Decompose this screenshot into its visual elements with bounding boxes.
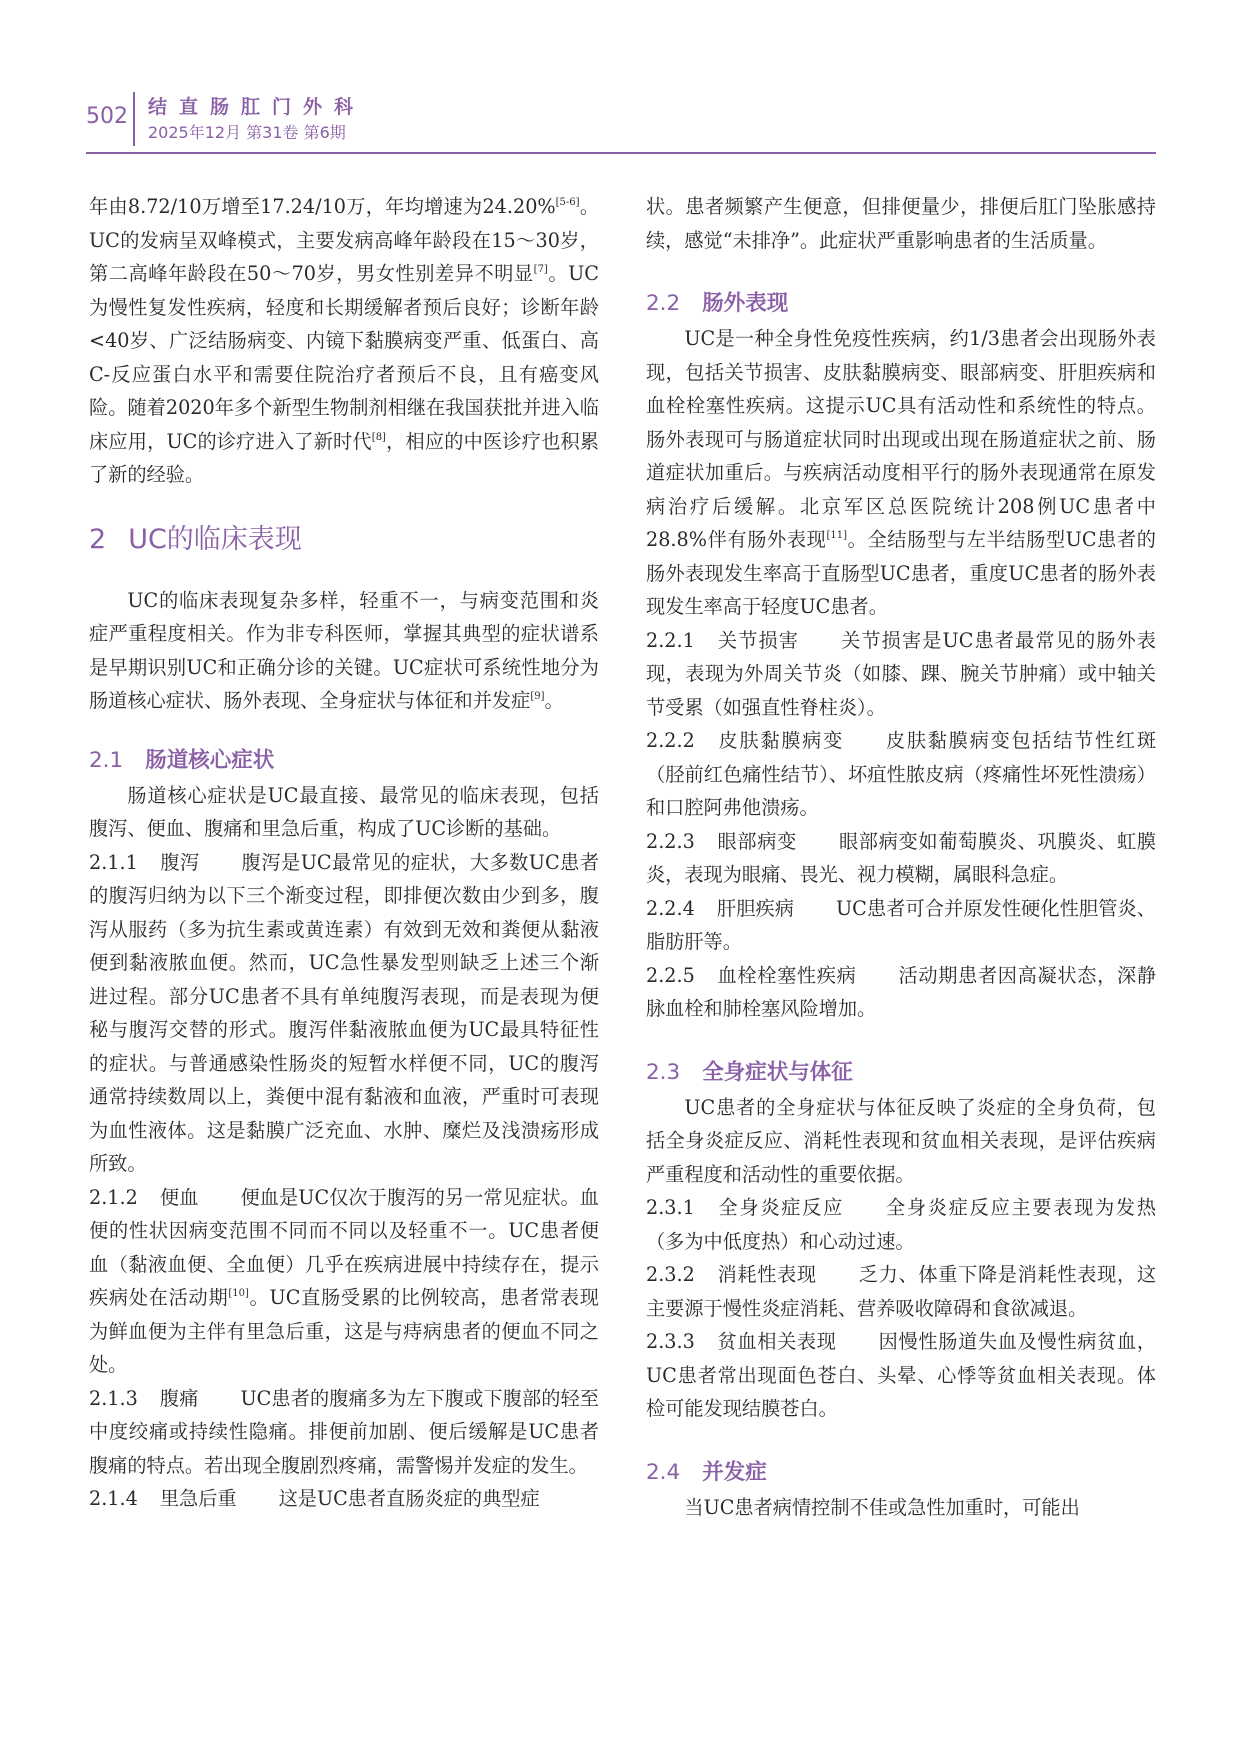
sub-subsection xyxy=(646,959,1156,1026)
item-title: 全身炎症反应 xyxy=(716,1196,844,1219)
header-rule xyxy=(86,152,1156,154)
item-number: 2.2.1 xyxy=(646,628,695,652)
left-column xyxy=(89,190,599,1516)
text: 便血是UC仅次于腹泻的另一常见症状。血便的性状因病变范围不同而不同以及轻重不一。UC患者便血（黏液血便、全血便）几乎在疾病进展中持续存在，提示疾病处在活动期 xyxy=(89,1185,599,1309)
item-title: 关节损害 xyxy=(716,628,800,652)
sub-subsection xyxy=(646,1191,1156,1258)
subsection-number: 2.1 xyxy=(89,747,124,773)
text: 关节损害是UC患者最常见的肠外表现，表现为外周关节炎（如膝、踝、腕关节肿痛）或中轴关节受累（如强直性脊柱炎）。 xyxy=(646,628,1156,719)
item-number: 2.2.3 xyxy=(646,829,695,853)
citation: [7] xyxy=(533,264,548,275)
citation: [8] xyxy=(371,431,386,443)
item-title: 皮肤黏膜病变 xyxy=(716,729,844,752)
item-title: 里急后重 xyxy=(159,1487,237,1510)
text: 皮肤黏膜病变包括结节性红斑（胫前红色痛性结节）、坏疽性脓皮病（疼痛性坏死性溃疡）和口腔阿弗他溃疡。 xyxy=(646,729,1157,819)
text: UC是一种全身性免疫性疾病，约1/3患者会出现肠外表现，包括关节损害、皮肤黏膜病变、眼部病变、肝胆疾病和血栓栓塞性疾病。这提示UC具有活动性和系统性的特点。肠外表现可与肠道症状同时出现或出现在肠道症状之前、肠道症状加重后。与疾病活动度相平行的肠外表现通常在原发病治疗后缓解。北京军区总医院统计208例UC患者中28.8%伴有肠外表现 xyxy=(646,327,1156,551)
sub-subsection xyxy=(646,892,1156,959)
intro-paragraph xyxy=(89,190,599,492)
text: 。UC的发病呈双峰模式，主要发病高峰年龄段在15～30岁，第二高峰年龄段在50～70岁，男女性别差异不明显 xyxy=(89,195,600,285)
paragraph: 当UC患者病情控制不佳或急性加重时，可能出 xyxy=(684,1495,1080,1519)
subsection-title: 肠道核心症状 xyxy=(145,747,275,773)
right-column xyxy=(646,190,1156,1524)
sub-subsection xyxy=(646,1325,1156,1426)
subsection-title: 全身症状与体征 xyxy=(702,1059,853,1085)
paragraph: 肠道核心症状是UC最直接、最常见的临床表现，包括腹泻、便血、腹痛和里急后重，构成了UC诊断的基础。 xyxy=(89,783,599,840)
sub-subsection xyxy=(646,1258,1156,1325)
subsection-title: 肠外表现 xyxy=(702,291,789,316)
text: 。全结肠型与左半结肠型UC患者的肠外表现发生率高于直肠型UC患者，重度UC患者的肠外表现发生率高于轻度UC患者。 xyxy=(646,528,1156,618)
section-number: 2 xyxy=(89,523,107,555)
subsection-number: 2.4 xyxy=(646,1459,681,1485)
page-number: 502 xyxy=(86,104,128,129)
text: 。 xyxy=(544,689,564,712)
running-header xyxy=(0,0,1241,160)
subsection-number: 2.2 xyxy=(646,291,681,316)
item-number: 2.2.4 xyxy=(646,896,695,920)
item-number: 2.1.2 xyxy=(89,1185,138,1209)
item-number: 2.1.3 xyxy=(89,1386,138,1410)
sub-subsection xyxy=(646,724,1156,825)
item-title: 血栓栓塞性疾病 xyxy=(716,963,857,987)
item-title: 肝胆疾病 xyxy=(716,896,795,920)
text: ，相应的中医诊疗也积累了新的经验。 xyxy=(89,429,599,486)
item-number: 2.3.3 xyxy=(646,1330,695,1353)
item-title: 眼部病变 xyxy=(716,829,797,853)
text: UC的临床表现复杂多样，轻重不一，与病变范围和炎症严重程度相关。作为非专科医师，掌握其典型的症状谱系是早期识别UC和正确分诊的关键。UC症状可系统性地分为肠道核心症状、肠外表现、全身症状与体征和并发症 xyxy=(89,588,599,712)
subsection-heading xyxy=(646,287,1156,320)
text: 这是UC患者直肠炎症的典型症 xyxy=(278,1487,540,1510)
text: 乏力、体重下降是消耗性表现，这主要源于慢性炎症消耗、营养吸收障碍和食欲减退。 xyxy=(646,1263,1157,1320)
subsection-heading xyxy=(646,1056,1156,1089)
item-number: 2.3.1 xyxy=(646,1196,695,1219)
item-number: 2.1.1 xyxy=(89,850,138,874)
paragraph: 状。患者频繁产生便意，但排便量少，排便后肛门坠胀感持续，感觉“未排净”。此症状严重影响患者的生活质量。 xyxy=(646,195,1156,252)
sub-subsection xyxy=(646,624,1156,725)
item-number: 2.2.5 xyxy=(646,963,695,987)
text: 。UC为慢性复发性疾病，轻度和长期缓解者预后良好；诊断年龄<40岁、广泛结肠病变、内镜下黏膜病变严重、低蛋白、高C-反应蛋白水平和需要住院治疗者预后不良，且有癌变风险。随着2020年多个新型生物制剂相继在我国获批并进入临床应用，UC的诊疗进入了新时代 xyxy=(89,262,599,453)
section-heading xyxy=(89,522,599,558)
text: UC患者可合并原发性硬化性胆管炎、脂肪肝等。 xyxy=(646,896,1156,953)
item-number: 2.2.2 xyxy=(646,729,695,752)
journal-title: 结直肠肛门外科 xyxy=(148,96,366,118)
text: 全身炎症反应主要表现为发热（多为中低度热）和心动过速。 xyxy=(646,1196,1157,1253)
citation: [11] xyxy=(826,530,848,541)
citation: [5-6] xyxy=(555,197,580,208)
paragraph: UC患者的全身症状与体征反映了炎症的全身负荷，包括全身炎症反应、消耗性表现和贫血相关表现，是评估疾病严重程度和活动性的重要依据。 xyxy=(646,1095,1156,1186)
issue-info: 2025年12月 第31卷 第6期 xyxy=(148,123,346,142)
text: 。UC直肠受累的比例较高，患者常表现为鲜血便为主伴有里急后重，这是与痔病患者的便血不同之处。 xyxy=(89,1286,599,1376)
citation: [10] xyxy=(228,1288,249,1299)
sub-subsection xyxy=(89,846,599,1181)
subsection-number: 2.3 xyxy=(646,1059,681,1085)
citation: [9] xyxy=(530,691,545,702)
item-title: 腹泻 xyxy=(159,850,200,874)
text: 眼部病变如葡萄膜炎、巩膜炎、虹膜炎，表现为眼痛、畏光、视力模糊，属眼科急症。 xyxy=(646,829,1157,886)
text: 腹泻是UC最常见的症状，大多数UC患者的腹泻归纳为以下三个渐变过程，即排便次数由少到多，腹泻从服药（多为抗生素或黄连素）有效到无效和粪便从黏液便到黏液脓血便。然而，UC急性暴发型则缺乏上述三个渐进过程。部分UC患者不具有单纯腹泻表现，而是表现为便秘与腹泻交替的形式。腹泻伴黏液脓血便为UC最具特征性的症状。与普通感染性肠炎的短暂水样便不同，UC的腹泻通常持续数周以上，粪便中混有黏液和血液，严重时可表现为血性液体。这是黏膜广泛充血、水肿、糜烂及浅溃疡形成所致。 xyxy=(89,850,600,1175)
sub-subsection xyxy=(89,1382,599,1483)
item-number: 2.3.2 xyxy=(646,1263,695,1286)
subsection-title: 并发症 xyxy=(702,1459,767,1485)
sub-subsection xyxy=(89,1181,599,1382)
section-title: UC的临床表现 xyxy=(128,523,302,555)
header-divider xyxy=(133,92,135,146)
text: 年由8.72/10万增至17.24/10万，年均增速为24.20% xyxy=(89,195,556,218)
item-number: 2.1.4 xyxy=(89,1487,138,1510)
paragraph xyxy=(89,584,599,718)
sub-subsection xyxy=(89,1482,599,1516)
item-title: 消耗性表现 xyxy=(716,1263,817,1286)
subsection-heading xyxy=(89,744,599,777)
text: UC患者的腹痛多为左下腹或下腹部的轻至中度绞痛或持续性隐痛。排便前加剧、便后缓解是UC患者腹痛的特点。若出现全腹剧烈疼痛，需警惕并发症的发生。 xyxy=(89,1386,599,1477)
text: 因慢性肠道失血及慢性病贫血，UC患者常出现面色苍白、头晕、心悸等贫血相关表现。体检可能发现结膜苍白。 xyxy=(646,1330,1157,1420)
sub-subsection xyxy=(646,825,1156,892)
text: 活动期患者因高凝状态，深静脉血栓和肺栓塞风险增加。 xyxy=(646,963,1157,1020)
subsection-heading xyxy=(646,1456,1156,1489)
item-title: 腹痛 xyxy=(159,1386,199,1410)
paragraph xyxy=(646,322,1156,624)
item-title: 便血 xyxy=(159,1185,199,1209)
item-title: 贫血相关表现 xyxy=(716,1330,837,1353)
